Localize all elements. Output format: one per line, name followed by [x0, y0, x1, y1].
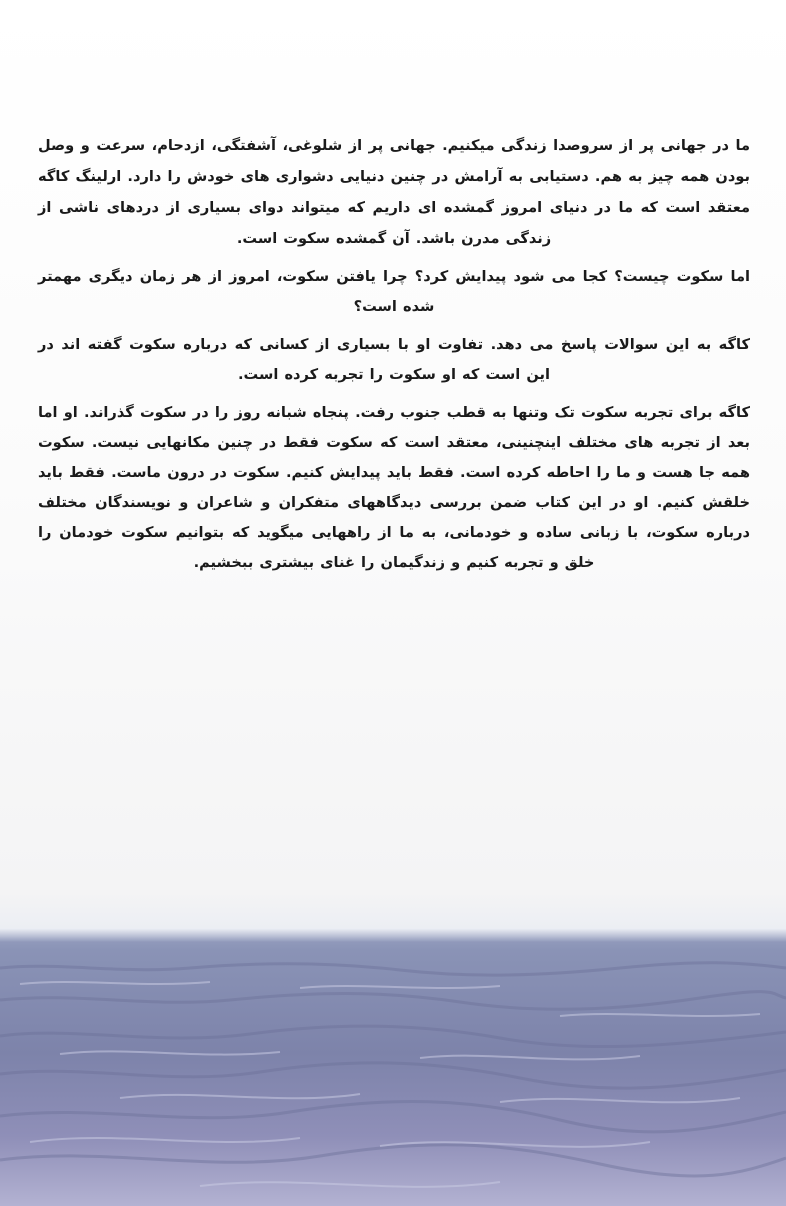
blurb-paragraph-south-pole: کاگه برای تجربه سکوت تک وتنها به قطب جنوب رفت. پنجاه شبانه روز را در سکوت گذراند. او اما بعد از تجربه های مختلف اینچنینی، معتقد است که سکوت فقط در چنین مکانهایی نیست. سکوت همه جا هست و ما را احاطه کرده است. فقط باید پیدایش کنیم. سکوت در درون ماست. فقط باید خلقش کنیم. او در این کتاب ضمن بررسی دیدگاههای متفکران و شاعران و نویسندگان مختلف درباره سکوت، با زبانی ساده و خودمانی، به ما از راههایی میگوید که بتوانیم سکوت خودمان را خلق و تجربه کنیم و زندگیمان را غنای بیشتری ببخشیم. — [38, 404, 750, 571]
blurb-paragraph-intro: ما در جهانی پر از سروصدا زندگی میکنیم. جهانی پر از شلوغی، آشفتگی، ازدحام، سرعت و وصل بودن همه چیز به هم. دستیابی به آرامش در چنین دنیایی دشواری های خودش را دارد. ارلینگ کاگه معتقد است که ما در دنیای امروز گمشده ای داریم که میتواند دوای بسیاری از دردهای ناشی از زندگی مدرن باشد. آن گمشده سکوت است. — [38, 137, 750, 247]
blurb-paragraph-answer: کاگه به این سوالات پاسخ می دهد. تفاوت او با بسیاری از کسانی که درباره سکوت گفته اند در این است که او سکوت را تجربه کرده است. — [38, 336, 750, 383]
blurb-paragraph-questions: اما سکوت چیست؟ کجا می شود پیدایش کرد؟ چرا یافتن سکوت، امروز از هر زمان دیگری مهمتر شده است؟ — [38, 268, 750, 315]
blurb-text — [38, 130, 750, 586]
sea-photo — [0, 928, 786, 1206]
